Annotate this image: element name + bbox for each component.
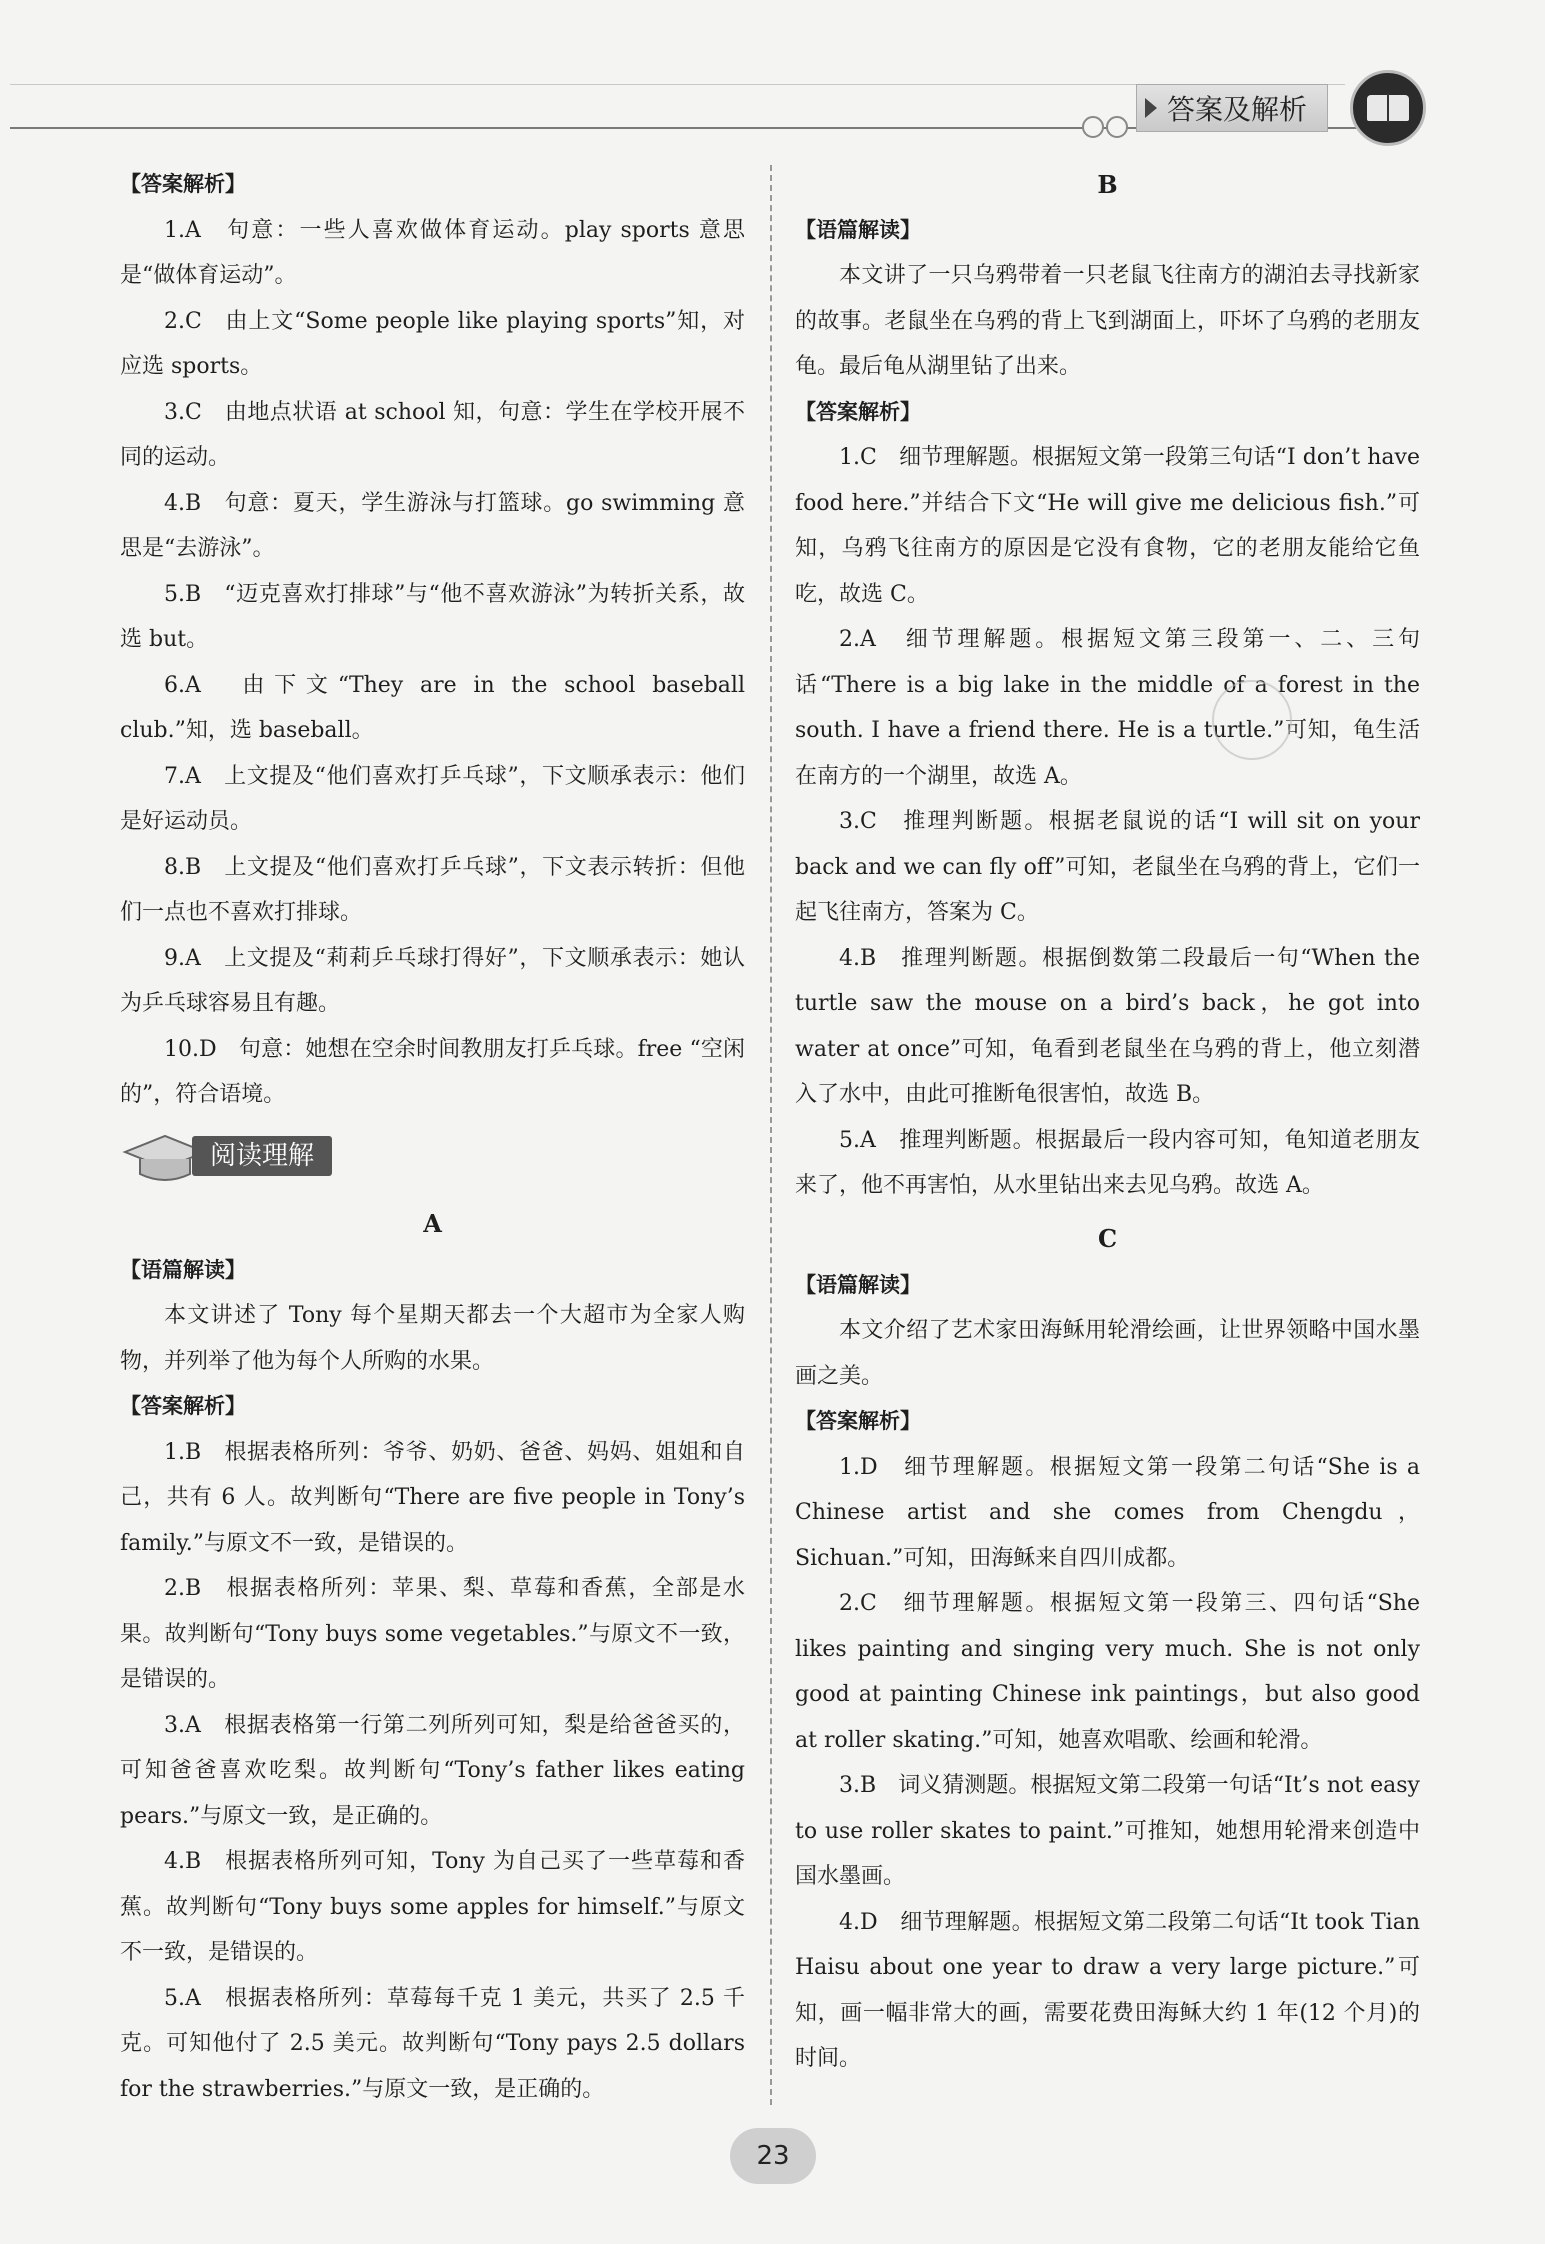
answer-paragraph: 8.B 上文提及“他们喜欢打乒乓球”，下文表示转折：但他们一点也不喜欢打排球。 xyxy=(120,854,745,925)
reading-banner-label: 阅读理解 xyxy=(192,1136,332,1176)
answer-paragraph: 2.C 由上文“Some people like playing sports”知，对应选 sports。 xyxy=(120,308,745,379)
left-column xyxy=(120,162,745,2112)
page-number: 23 xyxy=(730,2128,816,2184)
section-tag: 【答案解析】 xyxy=(795,399,921,424)
answer-paragraph: 本文讲了一只乌鸦带着一只老鼠飞往南方的湖泊去寻找新家的故事。老鼠坐在乌鸦的背上飞到湖面上，吓坏了乌鸦的老朋友龟。最后龟从湖里钻了出来。 xyxy=(795,263,1420,379)
answer-paragraph: 4.D 细节理解题。根据短文第二段第二句话“It took Tian Haisu about one year to draw a very large picture.”可知，画一幅非常大的画，需要花费田海稣大约 1 年(12 个月)的时间。 xyxy=(795,1909,1420,2071)
section-tag: 【答案解析】 xyxy=(795,1409,921,1433)
triangle-icon xyxy=(1145,98,1157,118)
section-tag: 【语篇解读】 xyxy=(120,1257,246,1282)
answer-paragraph: 2.A 细节理解题。根据短文第三段第一、二、三句话“There is a big lake in the middle of a forest in the south. I have a friend there. He is a turtle.”可知，龟生活在南方的一个湖里，故选 A。 xyxy=(795,627,1420,789)
answer-paragraph: 4.B 根据表格所列可知，Tony 为自己买了一些草莓和香蕉。故判断句“Tony buys some apples for himself.”与原文不一致，是错误的。 xyxy=(120,1849,745,1965)
header-title: 答案及解析 xyxy=(1167,93,1308,126)
column-divider xyxy=(770,165,772,2105)
answer-paragraph: 2.B 根据表格所列：苹果、梨、草莓和香蕉，全部是水果。故判断句“Tony buys some vegetables.”与原文不一致，是错误的。 xyxy=(120,1576,745,1692)
answer-paragraph: 9.A 上文提及“莉莉乒乓球打得好”，下文顺承表示：她认为乒乓球容易且有趣。 xyxy=(120,945,745,1016)
page-header xyxy=(0,0,1545,150)
answer-paragraph: 1.B 根据表格所列：爷爷、奶奶、爸爸、妈妈、姐姐和自己，共有 6 人。故判断句“There are five people in Tony’s family.”与原文不一致，是错误的。 xyxy=(120,1439,745,1556)
answer-paragraph: 6.A 由下文“They are in the school baseball club.”知，选 baseball。 xyxy=(120,672,745,743)
answer-paragraph: 1.A 句意：一些人喜欢做体育运动。play sports 意思是“做体育运动”。 xyxy=(120,217,745,288)
answer-paragraph: 3.C 推理判断题。根据老鼠说的话“I will sit on your back and we can fly off”可知，老鼠坐在乌鸦的背上，它们一起飞往南方，答案为 C。 xyxy=(795,809,1420,925)
answer-paragraph: 3.A 根据表格第一行第二列所列可知，梨是给爸爸买的，可知爸爸喜欢吃梨。故判断句“Tony’s father likes eating pears.”与原文一致，是正确的。 xyxy=(120,1712,745,1829)
answer-paragraph: 1.C 细节理解题。根据短文第一段第三句话“I don’t have food here.”并结合下文“He will give me delicious fish.”可知，乌鸦飞往南方的原因是它没有食物，它的老朋友能给它鱼吃，故选 C。 xyxy=(795,445,1420,607)
answer-paragraph: 本文讲述了 Tony 每个星期天都去一个大超市为全家人购物，并列举了他为每个人所购的水果。 xyxy=(120,1303,745,1374)
answer-paragraph: 10.D 句意：她想在空余时间教朋友打乒乓球。free “空闲的”，符合语境。 xyxy=(120,1036,745,1107)
passage-letter: A xyxy=(423,1208,442,1238)
answer-paragraph: 5.A 推理判断题。根据最后一段内容可知，龟知道老朋友来了，他不再害怕，从水里钻出来去见乌鸦。故选 A。 xyxy=(795,1127,1420,1198)
section-tag: 【语篇解读】 xyxy=(795,1272,921,1297)
section-tag: 【答案解析】 xyxy=(120,172,246,196)
answer-paragraph: 2.C 细节理解题。根据短文第一段第三、四句话“She likes painting and singing very much. She is not only good at painting Chinese ink paintings，but also good at roller skating.”可知，她喜欢唱歌、绘画和轮滑。 xyxy=(795,1591,1420,1753)
watermark-stamp xyxy=(1212,680,1292,760)
answer-paragraph: 3.C 由地点状语 at school 知，句意：学生在学校开展不同的运动。 xyxy=(120,399,745,470)
answer-paragraph: 5.B “迈克喜欢打排球”与“他不喜欢游泳”为转折关系，故选 but。 xyxy=(120,581,745,652)
right-column xyxy=(795,162,1420,2082)
header-circles xyxy=(1082,116,1130,142)
section-tag: 【语篇解读】 xyxy=(795,217,921,242)
section-tag: 【答案解析】 xyxy=(120,1394,246,1418)
answer-paragraph: 4.B 句意：夏天，学生游泳与打篮球。go swimming 意思是“去游泳”。 xyxy=(120,490,745,561)
answer-paragraph: 1.D 细节理解题。根据短文第一段第二句话“She is a Chinese artist and she comes from Chengdu，Sichuan.”可知，田海稣来自四川成都。 xyxy=(795,1454,1420,1571)
passage-letter: C xyxy=(1097,1223,1118,1253)
book-icon xyxy=(1350,70,1426,146)
answer-paragraph: 本文介绍了艺术家田海稣用轮滑绘画，让世界领略中国水墨画之美。 xyxy=(795,1318,1420,1389)
passage-letter: B xyxy=(1097,170,1118,199)
answer-paragraph: 7.A 上文提及“他们喜欢打乒乓球”，下文顺承表示：他们是好运动员。 xyxy=(120,763,745,834)
reading-banner xyxy=(120,1128,745,1192)
answer-paragraph: 3.B 词义猜测题。根据短文第二段第一句话“It’s not easy to use roller skates to paint.”可推知，她想用轮滑来创造中国水墨画。 xyxy=(795,1773,1420,1889)
answer-paragraph: 5.A 根据表格所列：草莓每千克 1 美元，共买了 2.5 千克。可知他付了 2.5 美元。故判断句“Tony pays 2.5 dollars for the strawberries.”与原文一致，是正确的。 xyxy=(120,1985,745,2102)
header-title-box xyxy=(1136,84,1328,132)
answer-paragraph: 4.B 推理判断题。根据倒数第二段最后一句“When the turtle saw the mouse on a bird’s back，he got into water at once”可知，龟看到老鼠坐在乌鸦的背上，他立刻潜入了水中，由此可推断龟很害怕，故选 B。 xyxy=(795,945,1420,1107)
